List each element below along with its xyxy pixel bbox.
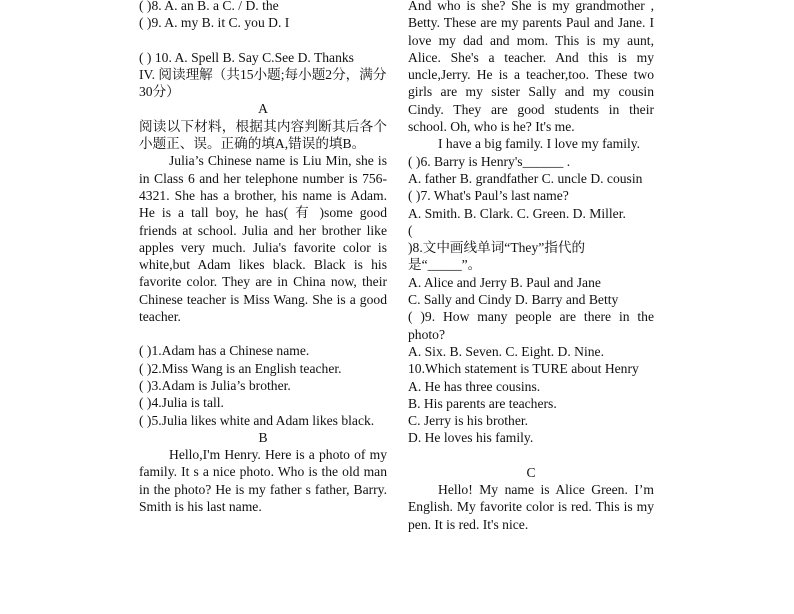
- passage-b-continued: And who is she? She is my grandmother , Betty. These are my parents Paul and Jane. I love my dad and mom. This is my aunt, Alice. She's a teacher. And this is my uncle,Jerry. He is a teacher,too. These two girls are my sister Sally and my cousin Cindy. They are good students in their school. Oh, who is he? It's me.: [408, 0, 654, 135]
- question-7-options: A. Smith. B. Clark. C. Green. D. Miller.: [408, 205, 626, 221]
- question-10-option-b: B. His parents are teachers.: [408, 395, 557, 411]
- spacer: [139, 32, 387, 49]
- q8-options: ( )8. A. an B. a C. / D. the: [139, 0, 279, 13]
- question-10-option-c: C. Jerry is his brother.: [408, 413, 529, 429]
- question-8-options-2: C. Sally and Cindy D. Barry and Betty: [408, 292, 619, 308]
- q9-options: ( )9. A. my B. it C. you D. I: [139, 15, 290, 31]
- question-9: ( )9. How many people are there in the photo?: [408, 309, 654, 342]
- question-7: ( )7. What's Paul’s last name?: [408, 188, 569, 204]
- section-heading: IV. 阅读理解（共15小题;每小题2分，满分30分）: [139, 66, 387, 100]
- question-8-paren: (: [408, 222, 413, 238]
- question-8-options-1: A. Alice and Jerry B. Paul and Jane: [408, 274, 601, 290]
- left-column: [139, 0, 387, 515]
- passage-b-ending: I have a big family. I love my family.: [438, 136, 641, 152]
- statement-4: ( )4.Julia is tall.: [139, 395, 224, 411]
- statement-1: ( )1.Adam has a Chinese name.: [139, 343, 310, 359]
- question-6-options: A. father B. grandfather C. uncle D. cousin: [408, 170, 643, 186]
- passage-c-title: C: [526, 464, 536, 480]
- question-10-option-a: A. He has three cousins.: [408, 378, 541, 394]
- spacer: [408, 447, 654, 464]
- passage-a-text: Julia’s Chinese name is Liu Min, she is in Class 6 and her telephone number is 756-4321. She has a brother, his name is Adam. He is a tall boy, he has( 有 )some good friends at school. Julia and her brother like apples very much. Julia's favorite color is white,but Adam likes black. Black is his favorite color. They are in China now, their Chinese teacher is Miss Wang. She is a good teacher.: [139, 153, 387, 325]
- statement-2: ( )2.Miss Wang is an English teacher.: [139, 360, 342, 376]
- question-6: ( )6. Barry is Henry's______ .: [408, 153, 571, 169]
- passage-a-title: A: [258, 101, 268, 117]
- spacer: [139, 325, 387, 342]
- question-8: )8.文中画线单词“They”指代的是“_____”。: [408, 240, 586, 273]
- passage-b-text: Hello,I'm Henry. Here is a photo of my family. It s a nice photo. Who is the old man in the photo? He is my father s father, Barry. Smith is his last name.: [139, 447, 387, 515]
- right-column: [408, 0, 654, 533]
- q10-options: ( ) 10. A. Spell B. Say C.See D. Thanks: [139, 49, 354, 65]
- question-9-options: A. Six. B. Seven. C. Eight. D. Nine.: [408, 343, 604, 359]
- statement-3: ( )3.Adam is Julia’s brother.: [139, 377, 291, 393]
- question-10: 10.Which statement is TURE about Henry: [408, 361, 639, 377]
- passage-c-text: Hello! My name is Alice Green. I’m English. My favorite color is red. This is my pen. It is red. It's nice.: [408, 482, 654, 532]
- instruction: 阅读以下材料，根据其内容判断其后各个小题正、误。正确的填A,错误的填B。: [139, 118, 387, 152]
- passage-b-title: B: [258, 429, 268, 445]
- question-10-option-d: D. He loves his family.: [408, 430, 534, 446]
- statement-5: ( )5.Julia likes white and Adam likes black.: [139, 412, 375, 428]
